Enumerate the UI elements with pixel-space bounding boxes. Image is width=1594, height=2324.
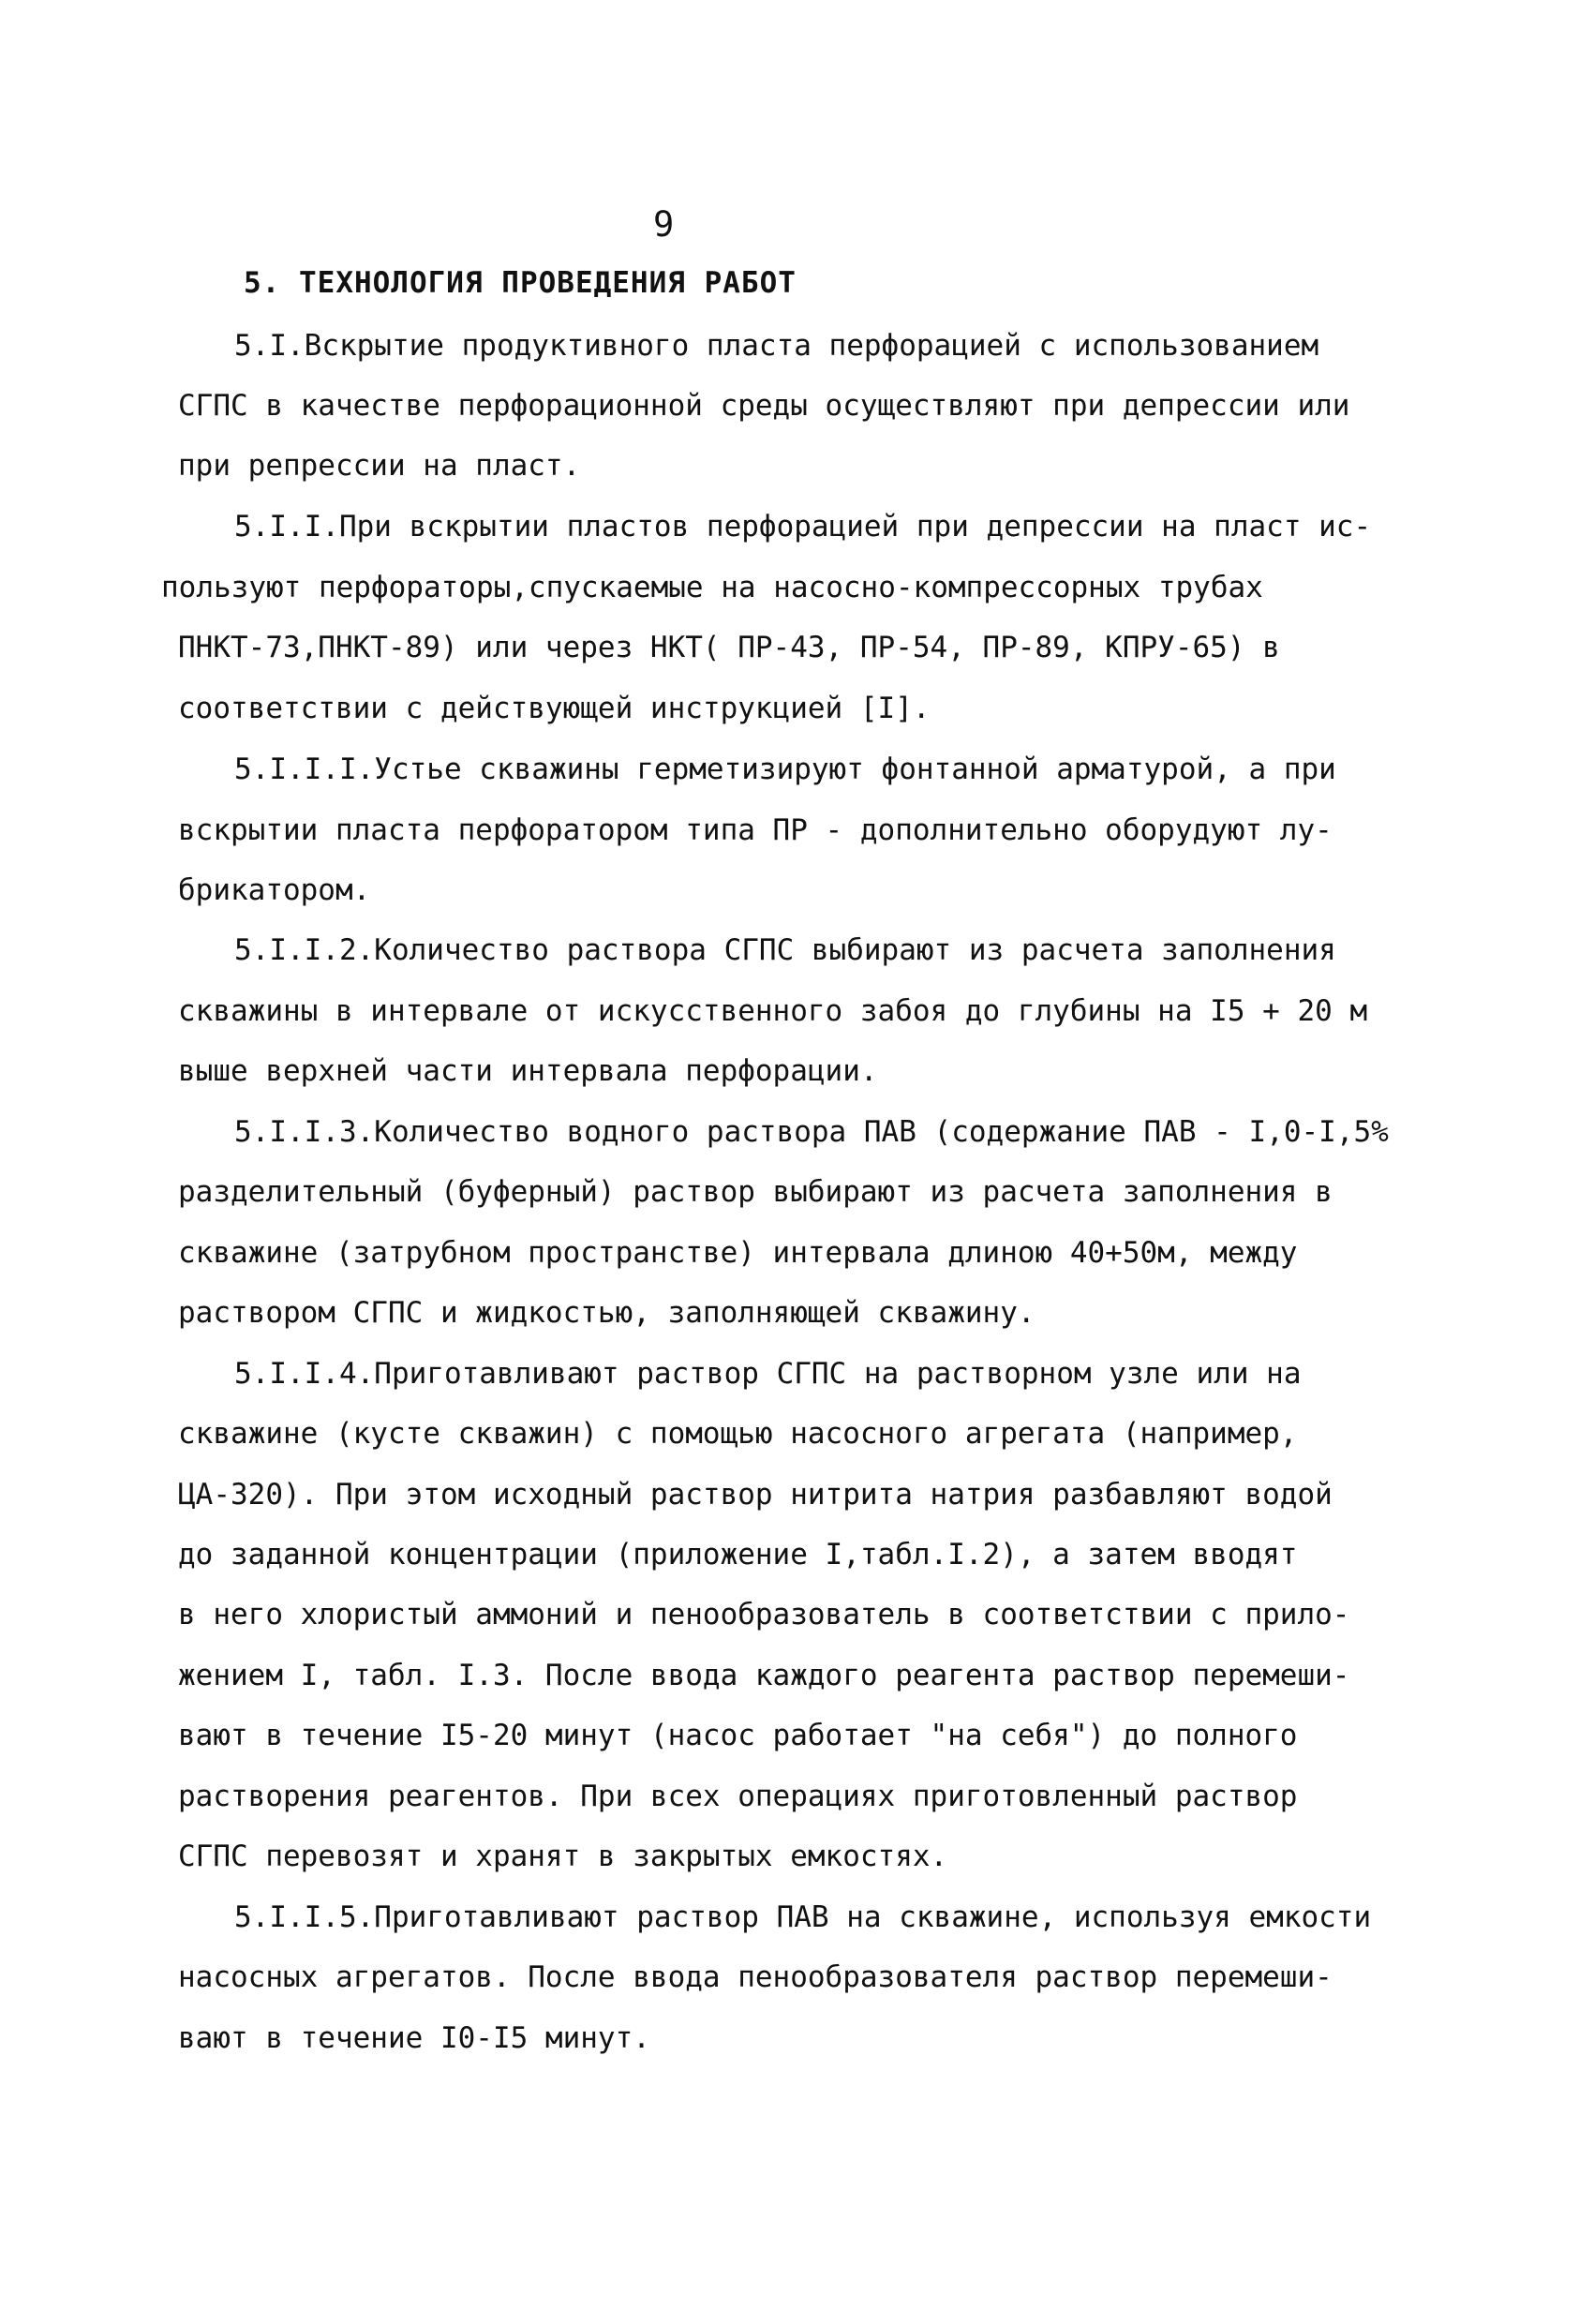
text-line: 5.I.I.I.Устье скважины герметизируют фонтанной арматурой, а при — [234, 752, 1336, 786]
text-line: брикатором. — [178, 873, 371, 907]
text-line: пользуют перфораторы,спускаемые на насосно-компрессорных трубах — [161, 571, 1263, 604]
text-line: разделительный (буферный) раствор выбирают из расчета заполнения в — [178, 1175, 1333, 1209]
text-line: 5.I.I.При вскрытии пластов перфорацией при депрессии на пласт ис- — [234, 510, 1372, 544]
text-line: выше верхней части интервала перфорации. — [178, 1054, 878, 1088]
text-line: в него хлористый аммоний и пенообразователь в соответствии с прило- — [178, 1598, 1350, 1631]
text-line: скважине (кусте скважин) с помощью насосного агрегата (например, — [178, 1417, 1298, 1451]
text-line: СГПС перевозят и хранят в закрытых емкостях. — [178, 1840, 948, 1873]
text-line: соответствии с действующей инструкцией [I]. — [178, 692, 931, 725]
text-line: растворения реагентов. При всех операциях приготовленный раствор — [178, 1780, 1298, 1813]
text-line: вают в течение I0-I5 минут. — [178, 2021, 650, 2055]
text-line: до заданной концентрации (приложение I,табл.I.2), а затем вводят — [178, 1538, 1298, 1572]
text-line: скважины в интервале от искусственного забоя до глубины на I5 + 20 м — [178, 994, 1368, 1028]
text-line: 5.I.Вскрытие продуктивного пласта перфорацией с использованием — [234, 329, 1319, 363]
page-number: 9 — [653, 204, 675, 245]
text-line: насосных агрегатов. После ввода пенообразователя раствор перемеши- — [178, 1960, 1333, 1994]
text-line: вскрытии пласта перфоратором типа ПР - дополнительно оборудуют лу- — [178, 813, 1333, 847]
text-line: ПНКТ-73,ПНКТ-89) или через НКТ( ПР-43, ПР-54, ПР-89, КПРУ-65) в — [178, 631, 1280, 664]
text-line: при репрессии на пласт. — [178, 449, 581, 483]
text-line: 5.I.I.4.Приготавливают раствор СГПС на растворном узле или на — [234, 1357, 1302, 1391]
text-line: раствором СГПС и жидкостью, заполняющей скважину. — [178, 1296, 1035, 1330]
text-line: ЦА-320). При этом исходный раствор нитрита натрия разбавляют водой — [178, 1478, 1333, 1512]
text-line: жением I, табл. I.3. После ввода каждого реагента раствор перемеши- — [178, 1659, 1350, 1692]
text-line: СГПС в качестве перфорационной среды осуществляют при депрессии или — [178, 389, 1350, 423]
text-line: вают в течение I5-20 минут (насос работает "на себя") до полного — [178, 1719, 1298, 1752]
section-heading: 5. ТЕХНОЛОГИЯ ПРОВЕДЕНИЯ РАБОТ — [244, 266, 797, 300]
text-line: скважине (затрубном пространстве) интервала длиною 40+50м, между — [178, 1236, 1298, 1270]
text-line: 5.I.I.3.Количество водного раствора ПАВ (содержание ПАВ - I,0-I,5% — [234, 1115, 1389, 1149]
text-line: 5.I.I.5.Приготавливают раствор ПАВ на скважине, используя емкости — [234, 1900, 1372, 1934]
text-line: 5.I.I.2.Количество раствора СГПС выбирают из расчета заполнения — [234, 933, 1336, 967]
